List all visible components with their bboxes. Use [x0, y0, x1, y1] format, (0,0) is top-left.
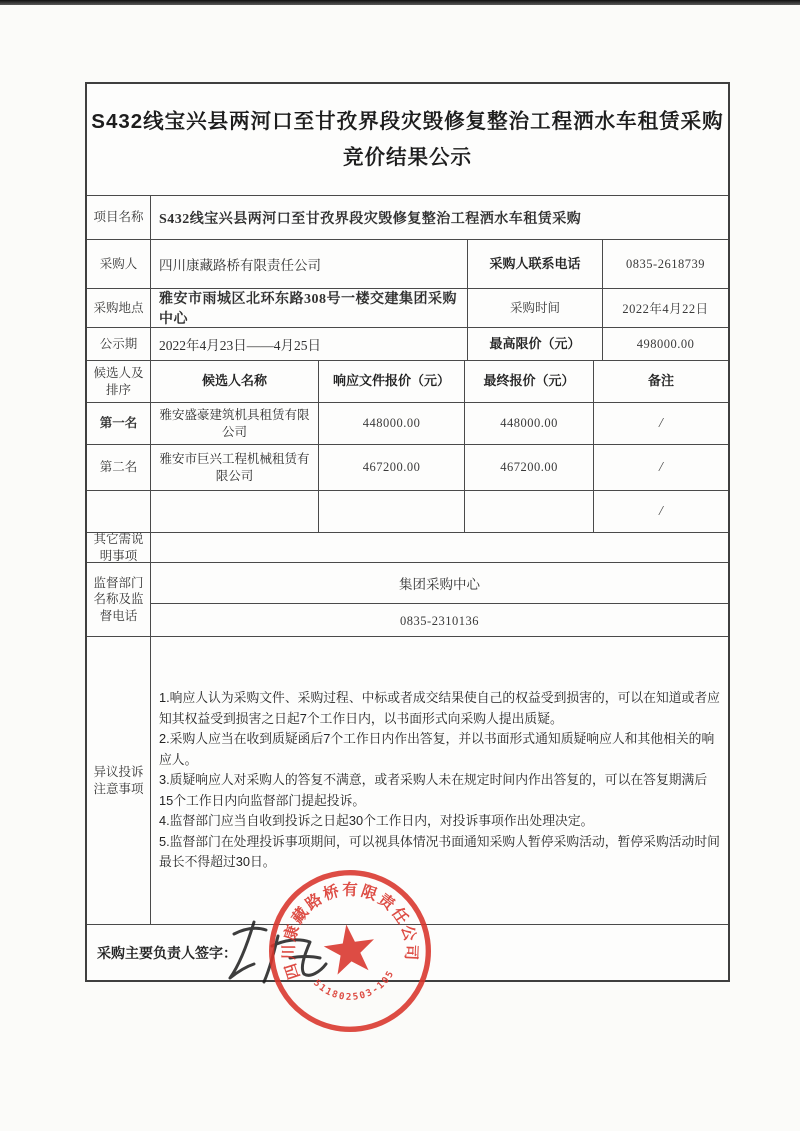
col-header-final-price: 最终报价（元） [464, 361, 593, 402]
row-other-remarks [87, 532, 728, 562]
row-project-name [87, 195, 728, 239]
project-name-value: S432线宝兴县两河口至甘孜界段灾毁修复整治工程洒水车租赁采购 [150, 196, 728, 239]
document-title-cell [87, 84, 728, 195]
other-remarks-label: 其它需说明事项 [93, 533, 144, 562]
max-price-label: 最高限价（元） [467, 328, 602, 360]
notice-item-3: 3.质疑响应人对采购人的答复不满意，或者采购人未在规定时间内作出答复的，可以在答复期满后15个工作日内向监督部门提起投诉。 [159, 772, 708, 808]
other-remarks-value [150, 533, 728, 562]
col-header-doc-price: 响应文件报价（元） [318, 361, 464, 402]
candidate-2-final-price: 467200.00 [464, 445, 593, 490]
notice-item-1: 1.响应人认为采购文件、采购过程、中标或者成交结果使自己的权益受到损害的，可以在知道或者应知其权益受到损害之日起7个工作日内，以书面形式向采购人提出质疑。 [159, 690, 720, 726]
complaint-notice-label: 异议投诉注意事项 [93, 765, 144, 796]
candidate-3-final-price [464, 491, 593, 532]
supervision-phone-value: 0835-2310136 [151, 603, 728, 636]
row-buyer [87, 239, 728, 288]
notice-item-4: 4.监督部门应当自收到投诉之日起30个工作日内，对投诉事项作出处理决定。 [159, 813, 594, 829]
buyer-value: 四川康藏路桥有限责任公司 [150, 240, 467, 288]
seal-star-icon [321, 921, 378, 976]
buyer-phone-label: 采购人联系电话 [467, 240, 602, 288]
title-line-2: 竞价结果公示 [342, 145, 472, 169]
period-value: 2022年4月23日——4月25日 [150, 328, 467, 360]
buyer-label: 采购人 [99, 256, 138, 271]
candidate-row-2 [87, 444, 728, 490]
notice-item-5: 5.监督部门在处理投诉事项期间，可以视具体情况书面通知采购人暂停采购活动，暂停采购活动时间最长不得超过30日。 [159, 833, 720, 870]
time-value: 2022年4月22日 [602, 289, 728, 327]
col-header-name: 候选人名称 [150, 361, 318, 402]
supervision-label: 监督部门名称及监督电话 [93, 576, 144, 623]
notice-item-2: 2.采购人应当在收到质疑函后7个工作日内作出答复，并以书面形式通知质疑响应人和其他相关的响应人。 [159, 731, 715, 767]
svg-text:511802503-105 [310, 967, 400, 1009]
buyer-phone-value: 0835-2618739 [602, 240, 728, 288]
supervision-values [150, 563, 728, 636]
candidate-row-empty [87, 490, 728, 532]
candidate-1-rank: 第一名 [99, 416, 138, 431]
company-seal-stamp [249, 850, 450, 1051]
candidate-3-name [150, 491, 318, 532]
place-label: 采购地点 [93, 300, 144, 315]
candidate-2-note: / [593, 445, 728, 490]
candidate-row-1 [87, 402, 728, 444]
col-header-note: 备注 [593, 361, 728, 402]
candidate-3-rank [87, 491, 150, 532]
time-label: 采购时间 [467, 289, 602, 327]
row-supervision [87, 562, 728, 636]
candidate-1-final-price: 448000.00 [464, 403, 593, 444]
seal-company-name: 四川康藏路桥有限责任公司 [280, 881, 420, 982]
seal-registration-number: 511802503-105 [311, 968, 397, 1003]
row-period [87, 327, 728, 360]
candidate-2-doc-price: 467200.00 [318, 445, 464, 490]
supervision-dept-value: 集团采购中心 [399, 577, 480, 592]
candidate-2-rank: 第二名 [99, 460, 138, 475]
signature-label: 采购主要负责人签字： [97, 946, 237, 962]
candidate-1-note: / [593, 403, 728, 444]
period-label: 公示期 [99, 336, 138, 351]
candidate-1-name: 雅安盛豪建筑机具租赁有限公司 [150, 403, 318, 444]
max-price-value: 498000.00 [602, 328, 728, 360]
col-header-rank: 候选人及排序 [93, 366, 144, 397]
title-line-1: S432线宝兴县两河口至甘孜界段灾毁修复整治工程洒水车租赁采购 [91, 109, 724, 133]
place-value: 雅安市雨城区北环东路308号一楼交建集团采购中心 [150, 289, 467, 327]
page-title [91, 104, 723, 176]
candidate-3-note: / [593, 491, 728, 532]
complaint-notice-body [150, 637, 728, 924]
candidate-2-name: 雅安市巨兴工程机械租赁有限公司 [150, 445, 318, 490]
candidate-header-row [87, 360, 728, 402]
row-place [87, 288, 728, 327]
candidate-3-doc-price [318, 491, 464, 532]
project-name-label: 项目名称 [93, 210, 144, 225]
scan-edge-artifact [0, 0, 800, 5]
candidate-1-doc-price: 448000.00 [318, 403, 464, 444]
bid-result-table [85, 82, 730, 982]
